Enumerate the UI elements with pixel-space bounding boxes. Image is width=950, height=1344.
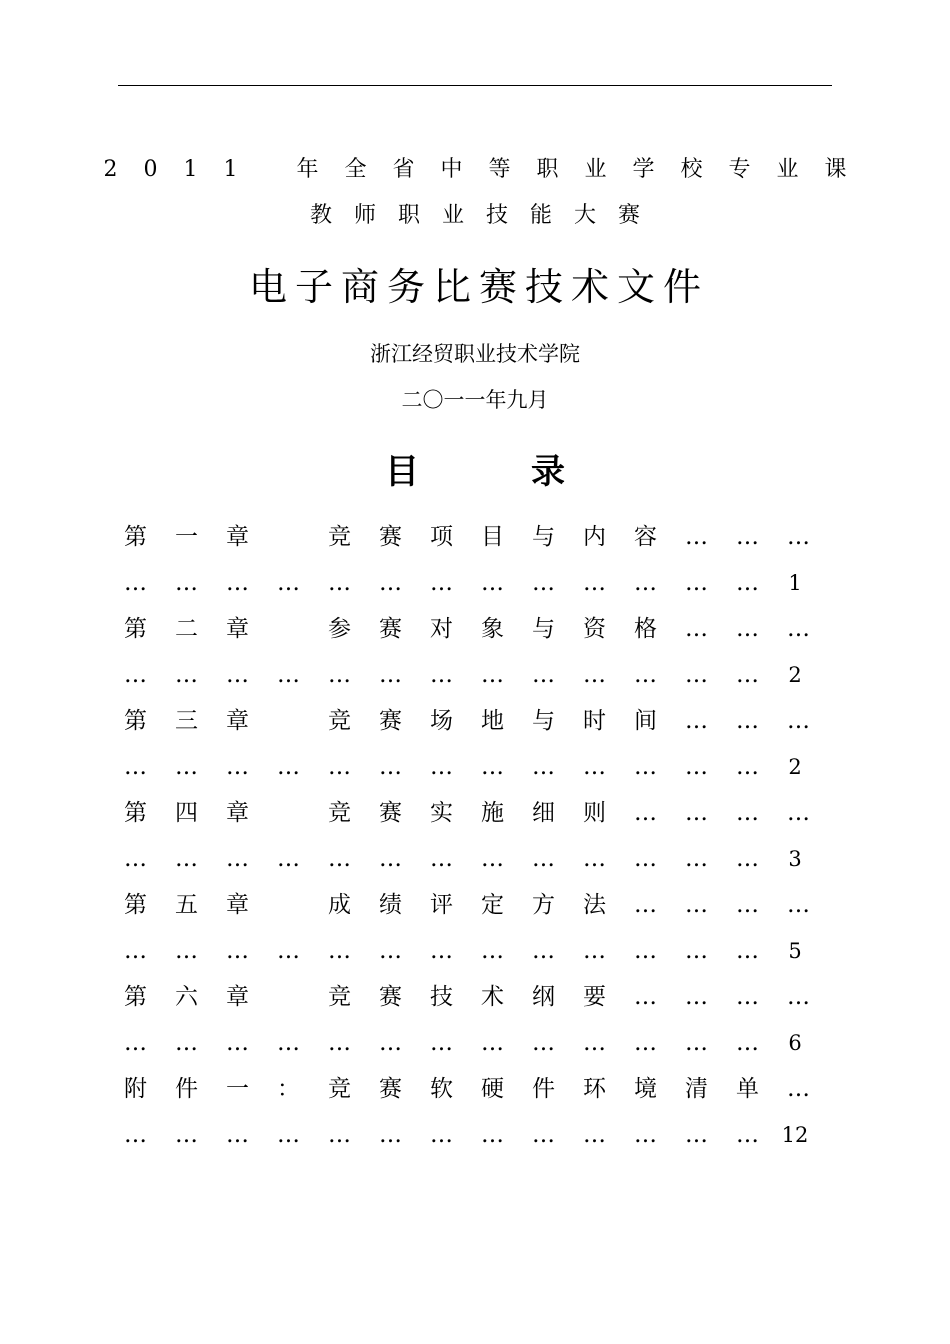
document-title: 电子商务比赛技术文件: [248, 265, 709, 309]
toc-entry-label-char: 件: [175, 1076, 198, 1102]
toc-leader-dots: …: [532, 1122, 555, 1148]
toc-page-number: 5: [788, 939, 802, 963]
toc-leader-dots: …: [226, 754, 249, 780]
toc-entry-title-char: 格: [634, 616, 657, 642]
toc-entry-title-char: 纲: [532, 984, 555, 1010]
toc-leader-dots: …: [430, 662, 453, 688]
toc-entry[interactable]: [110, 974, 830, 1066]
toc-entry[interactable]: [110, 790, 830, 882]
toc-entry-title-char: 容: [634, 524, 657, 550]
toc-entry-title-char: 对: [430, 616, 453, 642]
toc-entry-title-char: 赛: [379, 800, 402, 826]
toc-leader-dots: …: [430, 846, 453, 872]
toc-entry-title-char: 评: [430, 892, 453, 918]
toc-entry-title-char: 施: [481, 800, 504, 826]
toc-entry-label-char: 第: [124, 524, 147, 550]
toc-leader-dots: …: [736, 1122, 759, 1148]
toc-leader-dots: …: [583, 754, 606, 780]
toc-leader-dots: …: [787, 800, 810, 826]
toc-entry-label-char: 三: [175, 708, 198, 734]
toc-leader-dots: …: [787, 892, 810, 918]
toc-leader-dots: …: [124, 1030, 147, 1056]
toc-leader-dots: …: [328, 754, 351, 780]
table-of-contents: [110, 514, 830, 1158]
document-date: 二〇一一年九月: [401, 388, 549, 412]
toc-leader-dots: …: [736, 708, 759, 734]
toc-entry-heading: [110, 1066, 830, 1112]
toc-entry-title-char: 软: [430, 1076, 453, 1102]
toc-entry-title-char: 件: [532, 1076, 555, 1102]
toc-entry[interactable]: [110, 1066, 830, 1158]
toc-entry-title-char: 绩: [379, 892, 402, 918]
toc-leader-dots: …: [532, 1030, 555, 1056]
toc-entry-title-char: 术: [481, 984, 504, 1010]
toc-entry-title-char: 竞: [328, 800, 351, 826]
toc-leader-dots: …: [685, 938, 708, 964]
toc-leader-dots: …: [685, 800, 708, 826]
toc-entry-title-char: 环: [583, 1076, 606, 1102]
toc-leader-dots: …: [685, 662, 708, 688]
toc-leader-dots: …: [277, 846, 300, 872]
toc-entry-title-char: 硬: [481, 1076, 504, 1102]
toc-leader-dots: …: [124, 570, 147, 596]
toc-leader-dots: …: [175, 938, 198, 964]
toc-leader-dots: …: [736, 754, 759, 780]
toc-leader-dots: …: [583, 846, 606, 872]
toc-leader-dots: …: [685, 984, 708, 1010]
toc-entry-heading: [110, 790, 830, 836]
toc-leader-dots: …: [736, 938, 759, 964]
toc-entry-heading: [110, 698, 830, 744]
toc-leader-dots: …: [328, 1030, 351, 1056]
toc-leader-dots: …: [736, 800, 759, 826]
toc-entry-title-char: 要: [583, 984, 606, 1010]
toc-leader-dots: …: [634, 800, 657, 826]
toc-leader-dots: …: [379, 938, 402, 964]
toc-leader-dots: …: [379, 570, 402, 596]
toc-leader-dots: …: [328, 1122, 351, 1148]
toc-leader-dots: …: [736, 616, 759, 642]
toc-leader-dots: …: [532, 938, 555, 964]
toc-leader-dots: …: [685, 754, 708, 780]
toc-leader-dots: …: [175, 662, 198, 688]
toc-entry-label-char: 一: [226, 1076, 249, 1102]
toc-entry-title-char: 参: [328, 616, 351, 642]
competition-subtitle-line2: 教师职业技能大赛: [309, 203, 662, 228]
toc-leader-dots: …: [634, 892, 657, 918]
toc-leader-dots: …: [634, 1122, 657, 1148]
toc-leader-dots: …: [685, 846, 708, 872]
toc-leader-dots: …: [481, 938, 504, 964]
toc-leader-dots: …: [634, 662, 657, 688]
toc-leader-dots: …: [685, 708, 708, 734]
toc-entry-label-char: 第: [124, 984, 147, 1010]
toc-leader-dots: …: [430, 1030, 453, 1056]
toc-entry-label-char: 章: [226, 708, 249, 734]
toc-leader-dots: …: [277, 570, 300, 596]
toc-leader-dots: …: [685, 524, 708, 550]
toc-leader-dots: …: [532, 662, 555, 688]
toc-entry-label-char: 一: [175, 524, 198, 550]
toc-entry[interactable]: [110, 882, 830, 974]
toc-leader-dots: …: [226, 1030, 249, 1056]
toc-entry-title-char: 赛: [379, 616, 402, 642]
toc-leader-dots: …: [685, 570, 708, 596]
toc-leader-dots: …: [532, 570, 555, 596]
toc-entry-label-char: 章: [226, 524, 249, 550]
toc-leader-dots: …: [481, 662, 504, 688]
toc-leader-dots: …: [532, 754, 555, 780]
toc-leader-dots: …: [277, 1030, 300, 1056]
toc-entry-label-char: 第: [124, 708, 147, 734]
toc-page-number: 2: [788, 663, 802, 687]
toc-entry-title-char: 间: [634, 708, 657, 734]
toc-entry-title-char: 赛: [379, 524, 402, 550]
toc-entry-heading: [110, 974, 830, 1020]
toc-entry-title-char: 细: [532, 800, 555, 826]
toc-entry-title-char: 目: [481, 524, 504, 550]
toc-entry-label-char: 章: [226, 892, 249, 918]
toc-entry-title-char: 赛: [379, 1076, 402, 1102]
toc-leader-dots: …: [634, 570, 657, 596]
toc-leader-dots: …: [583, 1122, 606, 1148]
toc-leader-dots: …: [736, 524, 759, 550]
toc-leader-dots: …: [430, 1122, 453, 1148]
toc-entry-title-char: 地: [481, 708, 504, 734]
toc-leader-dots: …: [430, 570, 453, 596]
toc-leader-dots: …: [736, 892, 759, 918]
toc-entry-title-char: 竞: [328, 708, 351, 734]
header-rule: [118, 85, 832, 86]
toc-entry-title-char: 清: [685, 1076, 708, 1102]
toc-leader-dots: …: [226, 846, 249, 872]
toc-leader-dots: …: [277, 1122, 300, 1148]
toc-entry-label-char: 章: [226, 984, 249, 1010]
toc-leader-dots: …: [736, 846, 759, 872]
toc-leader-dots: …: [124, 938, 147, 964]
toc-entry[interactable]: [110, 514, 830, 606]
toc-leader-line: [110, 1112, 830, 1158]
toc-leader-dots: …: [226, 1122, 249, 1148]
toc-leader-dots: …: [379, 846, 402, 872]
toc-leader-dots: …: [583, 662, 606, 688]
toc-leader-dots: …: [226, 938, 249, 964]
toc-leader-dots: …: [736, 1030, 759, 1056]
toc-entry-label-char: 第: [124, 800, 147, 826]
toc-leader-dots: …: [277, 662, 300, 688]
toc-leader-dots: …: [124, 662, 147, 688]
toc-leader-dots: …: [379, 754, 402, 780]
toc-entry-title-char: 则: [583, 800, 606, 826]
toc-entry-title-char: 与: [532, 708, 555, 734]
toc-leader-dots: …: [787, 1076, 810, 1102]
toc-page-number: 2: [788, 755, 802, 779]
toc-entry-title-char: 境: [634, 1076, 657, 1102]
toc-entry-label-char: 章: [226, 800, 249, 826]
toc-leader-dots: …: [583, 1030, 606, 1056]
toc-entry-title-char: 法: [583, 892, 606, 918]
toc-entry-title-char: 定: [481, 892, 504, 918]
toc-leader-dots: …: [634, 754, 657, 780]
toc-entry-title-char: 时: [583, 708, 606, 734]
toc-entry-heading: [110, 606, 830, 652]
toc-entry-title-char: 与: [532, 616, 555, 642]
toc-leader-dots: …: [175, 846, 198, 872]
toc-entry-heading: [110, 514, 830, 560]
toc-leader-dots: …: [481, 754, 504, 780]
competition-subtitle-line1: 2011 年全省中等职业学校专业课: [103, 157, 873, 182]
toc-leader-dots: …: [481, 1030, 504, 1056]
toc-leader-dots: …: [328, 938, 351, 964]
institution-name: 浙江经贸职业技术学院: [370, 342, 580, 366]
toc-leader-dots: …: [787, 984, 810, 1010]
toc-entry-title-char: 赛: [379, 708, 402, 734]
toc-leader-dots: …: [328, 846, 351, 872]
toc-leader-dots: …: [634, 1030, 657, 1056]
toc-entry-title-char: 竞: [328, 984, 351, 1010]
toc-leader-dots: …: [175, 570, 198, 596]
toc-entry-label-char: 第: [124, 892, 147, 918]
toc-leader-dots: …: [277, 938, 300, 964]
toc-entry-title-char: 资: [583, 616, 606, 642]
toc-leader-dots: …: [328, 662, 351, 688]
toc-leader-dots: …: [685, 1030, 708, 1056]
toc-page-number: 12: [781, 1123, 809, 1147]
toc-leader-line: [110, 928, 830, 974]
toc-leader-dots: …: [379, 1030, 402, 1056]
toc-entry-title-char: 内: [583, 524, 606, 550]
toc-entry-label-char: 章: [226, 616, 249, 642]
toc-entry-title-char: 技: [430, 984, 453, 1010]
toc-leader-dots: …: [226, 662, 249, 688]
toc-leader-dots: …: [124, 846, 147, 872]
toc-leader-dots: …: [532, 846, 555, 872]
toc-leader-dots: …: [430, 754, 453, 780]
toc-leader-line: [110, 560, 830, 606]
toc-entry-title-char: 实: [430, 800, 453, 826]
toc-entry-title-char: 成: [328, 892, 351, 918]
toc-leader-dots: …: [481, 570, 504, 596]
toc-entry-title-char: 象: [481, 616, 504, 642]
toc-leader-dots: …: [685, 616, 708, 642]
toc-entry-heading: [110, 882, 830, 928]
toc-leader-dots: …: [277, 754, 300, 780]
toc-leader-dots: …: [787, 616, 810, 642]
toc-page-number: 1: [788, 571, 802, 595]
toc-entry-title-char: 单: [736, 1076, 759, 1102]
toc-entry-label-char: 二: [175, 616, 198, 642]
toc-leader-dots: …: [481, 1122, 504, 1148]
toc-leader-dots: …: [124, 754, 147, 780]
toc-leader-dots: …: [583, 570, 606, 596]
toc-leader-dots: …: [379, 662, 402, 688]
toc-entry-label-char: 四: [175, 800, 198, 826]
toc-entry-label-char: 五: [175, 892, 198, 918]
toc-leader-line: [110, 744, 830, 790]
toc-entry-title-char: 竞: [328, 1076, 351, 1102]
toc-leader-dots: …: [736, 984, 759, 1010]
toc-entry-label-char: ：: [277, 1076, 300, 1102]
toc-leader-dots: …: [583, 938, 606, 964]
toc-entry-title-char: 竞: [328, 524, 351, 550]
toc-leader-dots: …: [481, 846, 504, 872]
toc-entry-title-char: 方: [532, 892, 555, 918]
toc-entry[interactable]: [110, 606, 830, 698]
toc-leader-dots: …: [787, 708, 810, 734]
toc-page-number: 6: [788, 1031, 802, 1055]
toc-heading: 目录: [385, 452, 677, 492]
toc-leader-dots: …: [634, 846, 657, 872]
toc-leader-dots: …: [736, 662, 759, 688]
toc-leader-dots: …: [175, 1122, 198, 1148]
toc-entry-title-char: 场: [430, 708, 453, 734]
toc-leader-dots: …: [226, 570, 249, 596]
toc-entry[interactable]: [110, 698, 830, 790]
toc-leader-dots: …: [634, 938, 657, 964]
toc-leader-dots: …: [328, 570, 351, 596]
toc-leader-dots: …: [634, 984, 657, 1010]
toc-leader-dots: …: [736, 570, 759, 596]
toc-page-number: 3: [788, 847, 802, 871]
toc-leader-line: [110, 652, 830, 698]
toc-entry-label-char: 六: [175, 984, 198, 1010]
toc-leader-line: [110, 836, 830, 882]
toc-leader-dots: …: [124, 1122, 147, 1148]
toc-entry-label-char: 第: [124, 616, 147, 642]
toc-leader-dots: …: [175, 754, 198, 780]
toc-entry-title-char: 项: [430, 524, 453, 550]
toc-leader-dots: …: [379, 1122, 402, 1148]
toc-leader-dots: …: [787, 524, 810, 550]
toc-leader-line: [110, 1020, 830, 1066]
toc-entry-title-char: 赛: [379, 984, 402, 1010]
toc-entry-label-char: 附: [124, 1076, 147, 1102]
toc-leader-dots: …: [430, 938, 453, 964]
toc-leader-dots: …: [175, 1030, 198, 1056]
toc-leader-dots: …: [685, 1122, 708, 1148]
toc-entry-title-char: 与: [532, 524, 555, 550]
toc-leader-dots: …: [685, 892, 708, 918]
